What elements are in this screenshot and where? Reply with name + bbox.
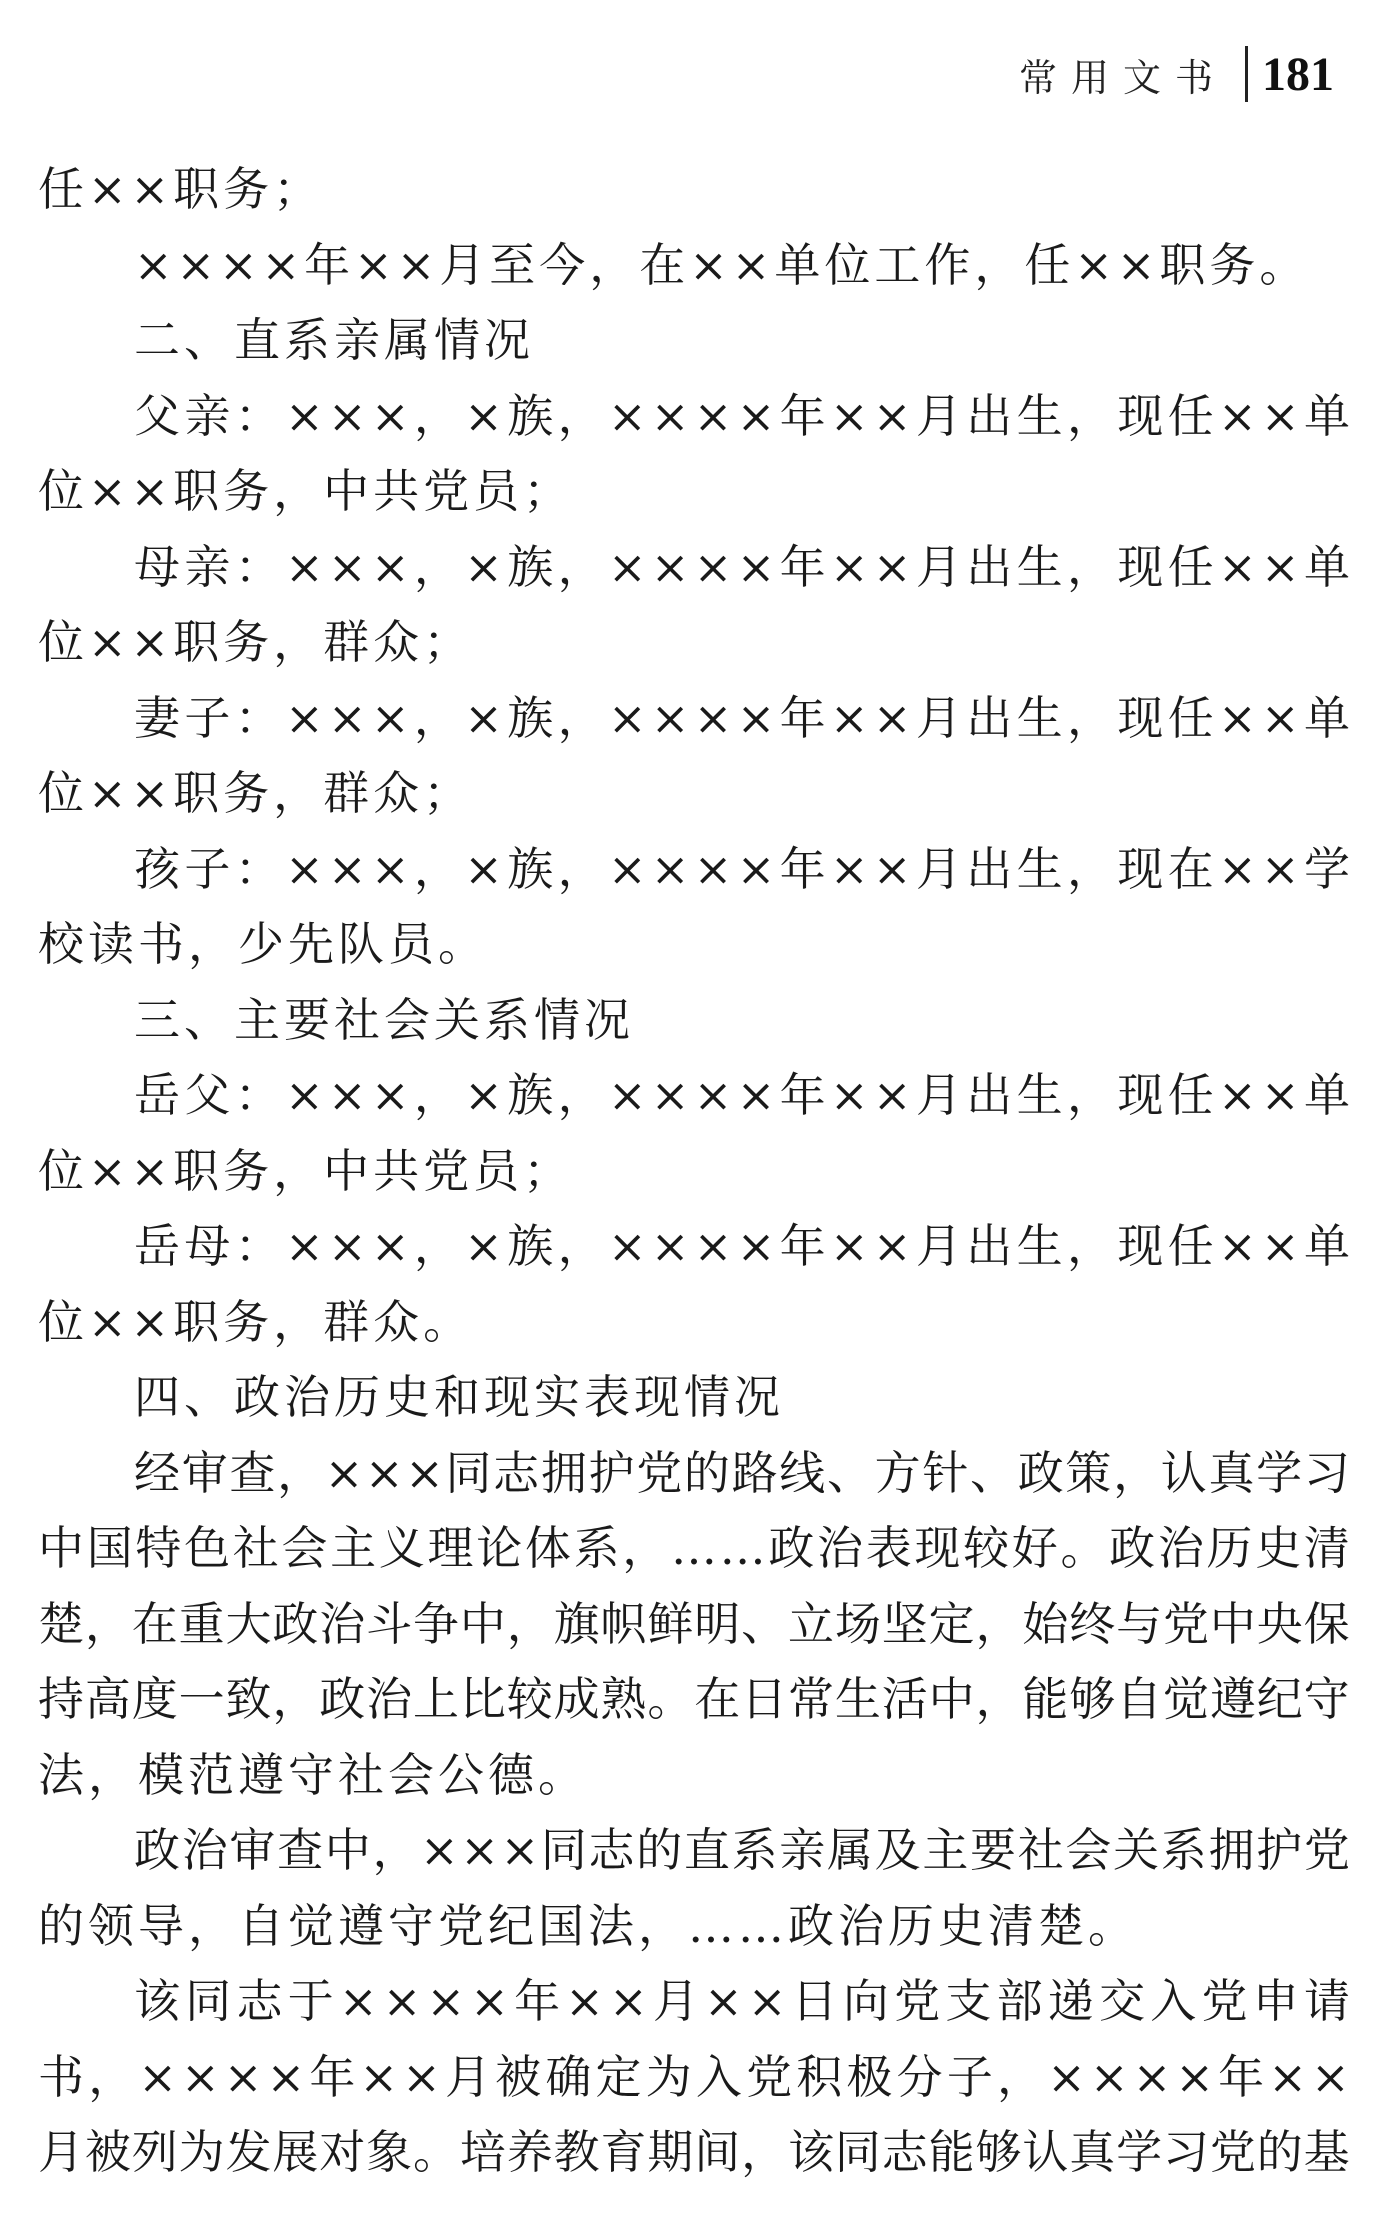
text-line: 孩 子 ： × × × ， × 族 ， × × × × 年 × × 月 出 生 ， 现 在 × × 学 <box>134 841 1350 896</box>
text-line: 校读书，少先队员。 <box>38 917 488 971</box>
text-line: 妻 子 ： × × × ， × 族 ， × × × × 年 × × 月 出 生 ， 现 任 × × 单 <box>134 690 1350 745</box>
running-title: 常用文书 <box>1018 55 1227 100</box>
text-line: 位××职务，群众； <box>38 615 474 669</box>
text-line: 经 审 查 ， × × × 同 志 拥 护 党 的 路 线 、 方 针 、 政 策 ， 认 真 学 习 <box>134 1445 1350 1500</box>
text-line: 四、政治历史和现实表现情况 <box>134 1370 784 1424</box>
text-line: 二、直系亲属情况 <box>134 313 534 367</box>
text-line: 岳 父 ： × × × ， × 族 ， × × × × 年 × × 月 出 生 ， 现 任 × × 单 <box>134 1068 1350 1122</box>
text-line: 母 亲 ： × × × ， × 族 ， × × × × 年 × × 月 出 生 ， 现 任 × × 单 <box>134 539 1350 594</box>
text-line: 三、主要社会关系情况 <box>134 992 634 1047</box>
body-text <box>38 152 1350 2191</box>
text-line: 书 ， × × × × 年 × × 月 被 确 定 为 入 党 积 极 分 子 ， × × × × 年 × × <box>38 2049 1350 2104</box>
header-divider <box>1245 46 1248 102</box>
text-line: 法，模范遵守社会公德。 <box>38 1747 588 1802</box>
text-line: 楚 ， 在 重 大 政 治 斗 争 中 ， 旗 帜 鲜 明 、 立 场 坚 定 ， 始 终 与 党 中 央 保 <box>38 1596 1350 1651</box>
text-line: 位××职务，中共党员； <box>38 1143 574 1198</box>
text-line: 的领导，自觉遵守党纪国法，……政治历史清楚。 <box>38 1898 1138 1953</box>
text-line: 月 被 列 为 发 展 对 象 。 培 养 教 育 期 间 ， 该 同 志 能 够 认 真 学 习 党 的 基 <box>38 2125 1350 2179</box>
text-line: 任××职务； <box>38 162 324 216</box>
text-line: 位××职务，群众； <box>38 766 474 820</box>
text-line: 中 国 特 色 社 会 主 义 理 论 体 系 ， … … 政 治 表 现 较 好 。 政 治 历 史 清 <box>38 1521 1350 1575</box>
text-line: ××××年××月至今，在××单位工作，任××职务。 <box>134 237 1310 292</box>
text-line: 位××职务，中共党员； <box>38 464 574 518</box>
page-number: 181 <box>1262 47 1334 101</box>
text-line: 位××职务，群众。 <box>38 1294 474 1349</box>
text-line: 持 高 度 一 致 ， 政 治 上 比 较 成 熟 。 在 日 常 生 活 中 ， 能 够 自 觉 遵 纪 守 <box>38 1672 1350 1726</box>
text-line: 父 亲 ： × × × ， × 族 ， × × × × 年 × × 月 出 生 ， 现 任 × × 单 <box>134 388 1350 443</box>
text-line: 政 治 审 查 中 ， × × × 同 志 的 直 系 亲 属 及 主 要 社 会 关 系 拥 护 党 <box>134 1823 1350 1877</box>
text-line: 岳 母 ： × × × ， × 族 ， × × × × 年 × × 月 出 生 ， 现 任 × × 单 <box>134 1219 1350 1273</box>
page-header <box>1019 38 1334 110</box>
text-line: 该 同 志 于 × × × × 年 × × 月 × × 日 向 党 支 部 递 交 入 党 申 请 <box>134 1974 1350 2028</box>
